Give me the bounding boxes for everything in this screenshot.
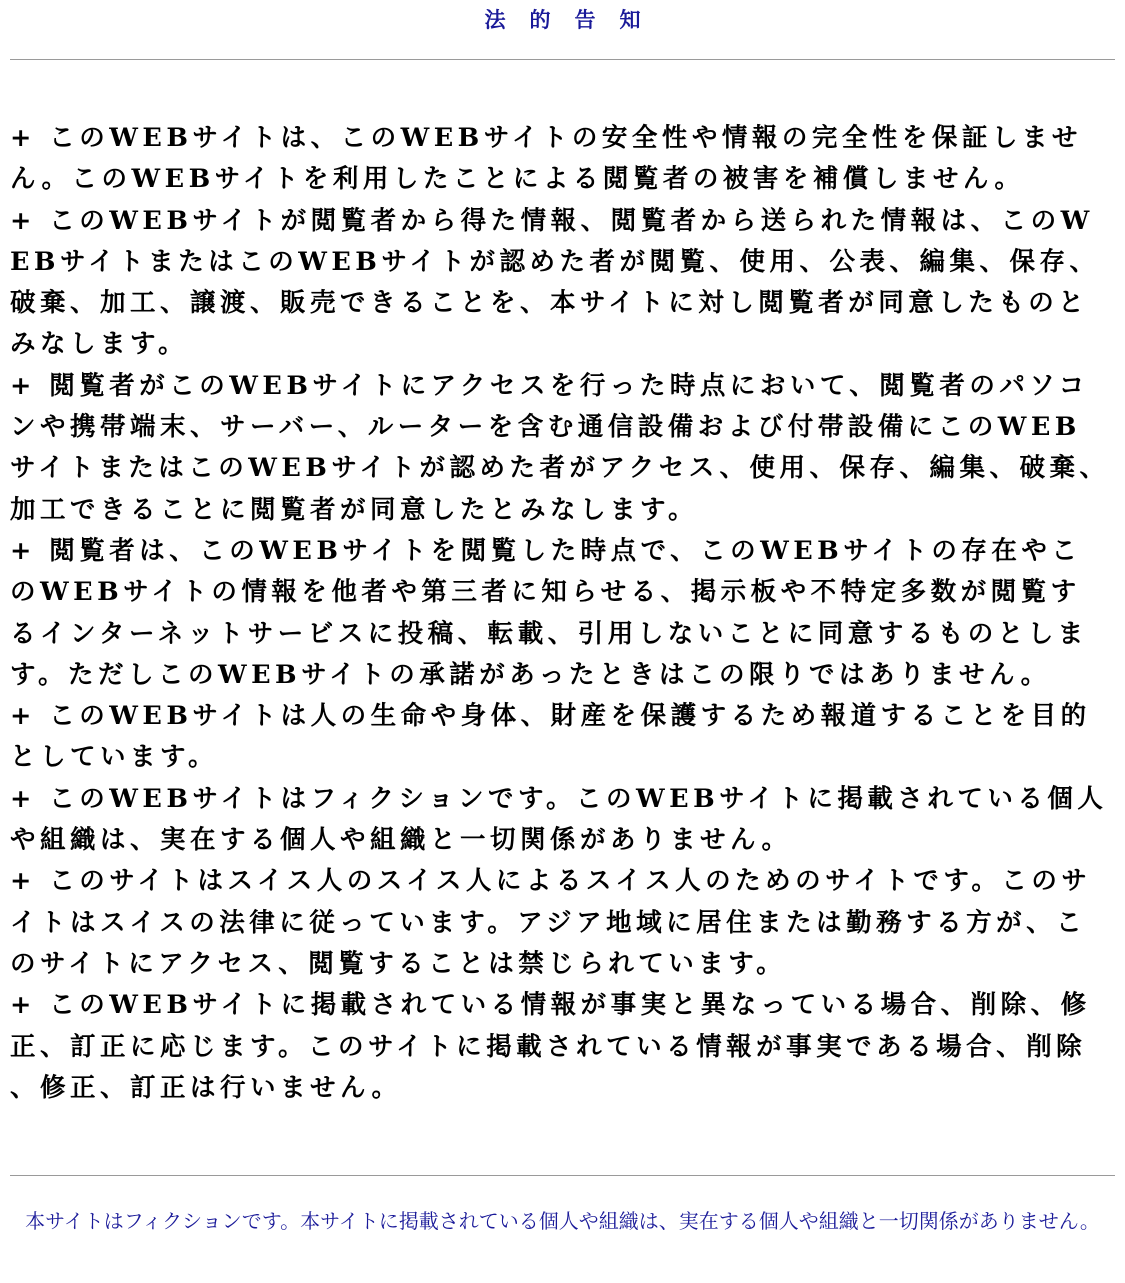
top-divider (10, 59, 1115, 60)
page-title: 法的告知 (484, 7, 665, 32)
footer-fiction-note: 本サイトはフィクションです。本サイトに掲載されている個人や組織は、実在する個人や組織と一切関係がありません。 (25, 1209, 1100, 1233)
bottom-divider (10, 1175, 1115, 1176)
notice-no-sharing: + 閲覧者は、このWEBサイトを閲覧した時点で、このWEBサイトの存在やこのWEBサイトの情報を他者や第三者に知らせる、掲示板や不特定多数が閲覧するインターネットサービスに投稿、転載、引用しないことに同意するものとします。ただしこのWEBサイトの承諾があったときはこの限りではありません。 (10, 535, 1088, 690)
notice-swiss-law: + このサイトはスイス人のスイス人によるスイス人のためのサイトです。このサイトはスイスの法律に従っています。アジア地域に居住または勤務する方が、このサイトにアクセス、閲覧することは禁じられています。 (10, 866, 1092, 979)
legal-notice-list (10, 118, 1110, 1109)
notice-fiction: + このWEBサイトはフィクションです。このWEBサイトに掲載されている個人や組織は、実在する個人や組織と一切関係がありません。 (10, 783, 1108, 856)
notice-information-usage: + このWEBサイトが閲覧者から得た情報、閲覧者から送られた情報は、このWEBサイトまたはこのWEBサイトが認めた者が閲覧、使用、公表、編集、保存、破棄、加工、譲渡、販売できることを、本サイトに対し閲覧者が同意したものとみなします。 (10, 205, 1100, 360)
notice-purpose: + このWEBサイトは人の生命や身体、財産を保護するため報道することを目的としています。 (10, 701, 1091, 773)
notice-corrections: + このWEBサイトに掲載されている情報が事実と異なっている場合、削除、修正、訂正に応じます。このサイトに掲載されている情報が事実である場合、削除、修正、訂正は行いません。 (10, 990, 1091, 1103)
notice-device-access: + 閲覧者がこのWEBサイトにアクセスを行った時点において、閲覧者のパソコンや携帯端末、サーバー、ルーターを含む通信設備および付帯設備にこのWEBサイトまたはこのWEBサイトが認めた者がアクセス、使用、保存、編集、破棄、加工できることに閲覧者が同意したとみなします。 (10, 370, 1110, 525)
notice-security-disclaimer: + このWEBサイトは、このWEBサイトの安全性や情報の完全性を保証しません。このWEBサイトを利用したことによる閲覧者の被害を補償しません。 (10, 123, 1082, 195)
